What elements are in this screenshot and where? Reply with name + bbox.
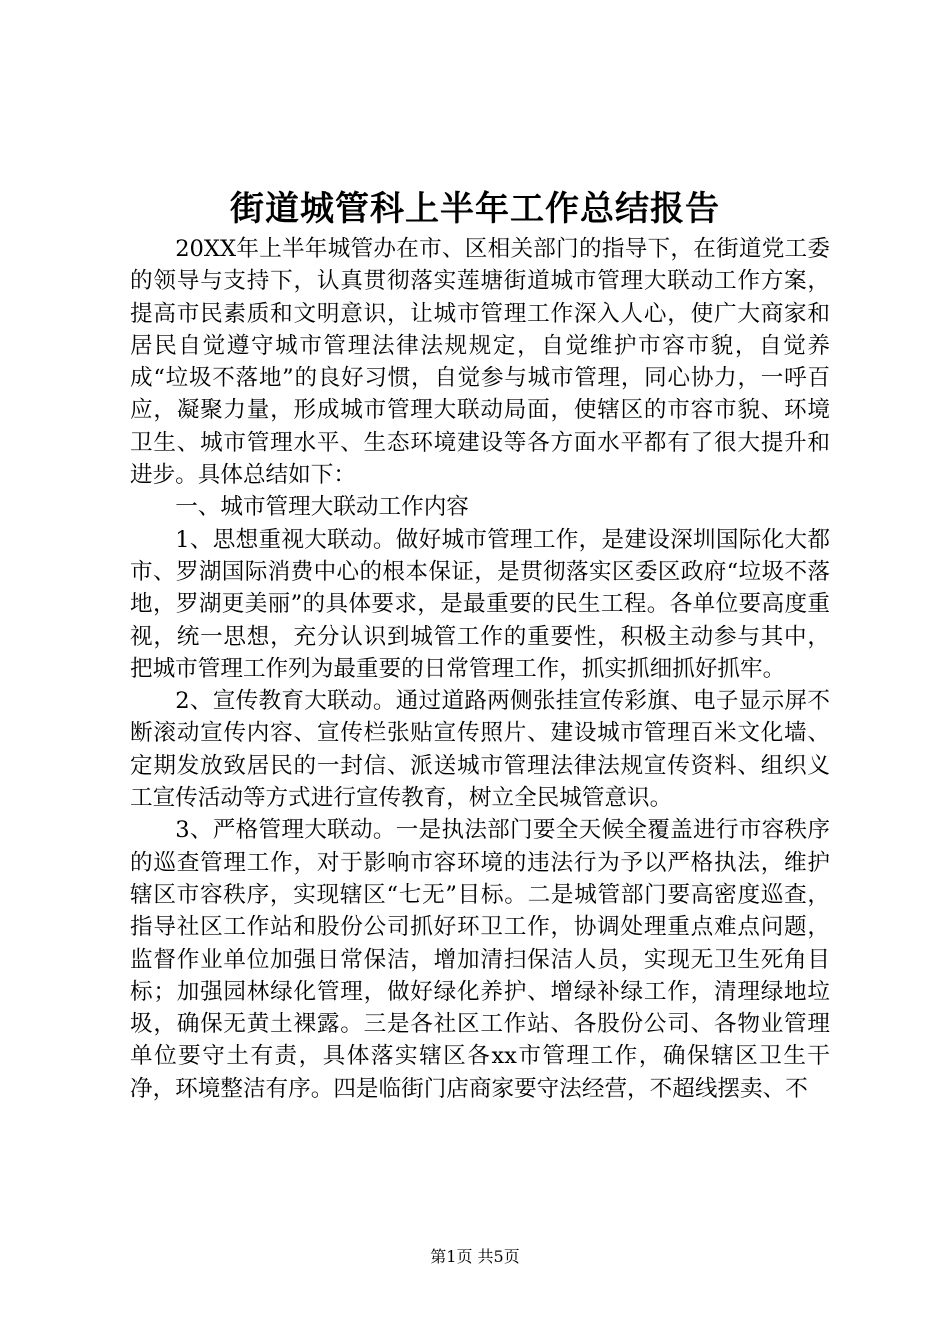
paragraph-item-2: 2、宣传教育大联动。通过道路两侧张挂宣传彩旗、电子显示屏不断滚动宣传内容、宣传栏张贴宣传照片、建设城市管理百米文化墙、定期发放致居民的一封信、派送城市管理法律法规宣传资料、组织义工宣传活动等方式进行宣传教育，树立全民城管意识。: [130, 688, 830, 812]
paragraph-item-3: 3、严格管理大联动。一是执法部门要全天候全覆盖进行市容秩序的巡查管理工作，对于影响市容环境的违法行为予以严格执法，维护辖区市容秩序，实现辖区“七无”目标。二是城管部门要高密度巡查，指导社区工作站和股份公司抓好环卫工作，协调处理重点难点问题，监督作业单位加强日常保洁，增加清扫保洁人员，实现无卫生死角目标；加强园林绿化管理，做好绿化养护、增绿补绿工作，清理绿地垃圾，确保无黄土裸露。三是各社区工作站、各股份公司、各物业管理单位要守土有责，具体落实辖区各xx市管理工作，确保辖区卫生干净，环境整洁有序。四是临街门店商家要守法经营，不超线摆卖、不: [130, 817, 830, 1102]
paragraph-item-1: 1、思想重视大联动。做好城市管理工作，是建设深圳国际化大都市、罗湖国际消费中心的根本保证，是贯彻落实区委区政府“垃圾不落地，罗湖更美丽”的具体要求，是最重要的民生工程。各单位要高度重视，统一思想，充分认识到城管工作的重要性，积极主动参与其中，把城市管理工作列为最重要的日常管理工作，抓实抓细抓好抓牢。: [130, 526, 830, 682]
paragraph-intro: 20XX年上半年城管办在市、区相关部门的指导下，在街道党工委的领导与支持下，认真贯彻落实莲塘街道城市管理大联动工作方案，提高市民素质和文明意识，让城市管理工作深入人心，使广大商家和居民自觉遵守城市管理法律法规规定，自觉维护市容市貌，自觉养成“垃圾不落地”的良好习惯，自觉参与城市管理，同心协力，一呼百应，凝聚力量，形成城市管理大联动局面，使辖区的市容市貌、环境卫生、城市管理水平、生态环境建设等各方面水平都有了很大提升和进步。具体总结如下：: [130, 236, 830, 489]
section-heading: 一、城市管理大联动工作内容: [175, 494, 469, 521]
page-number-footer: 第1页 共5页: [430, 1247, 520, 1266]
document-title: 街道城管科上半年工作总结报告: [230, 189, 720, 229]
document-body: [130, 233, 830, 1105]
